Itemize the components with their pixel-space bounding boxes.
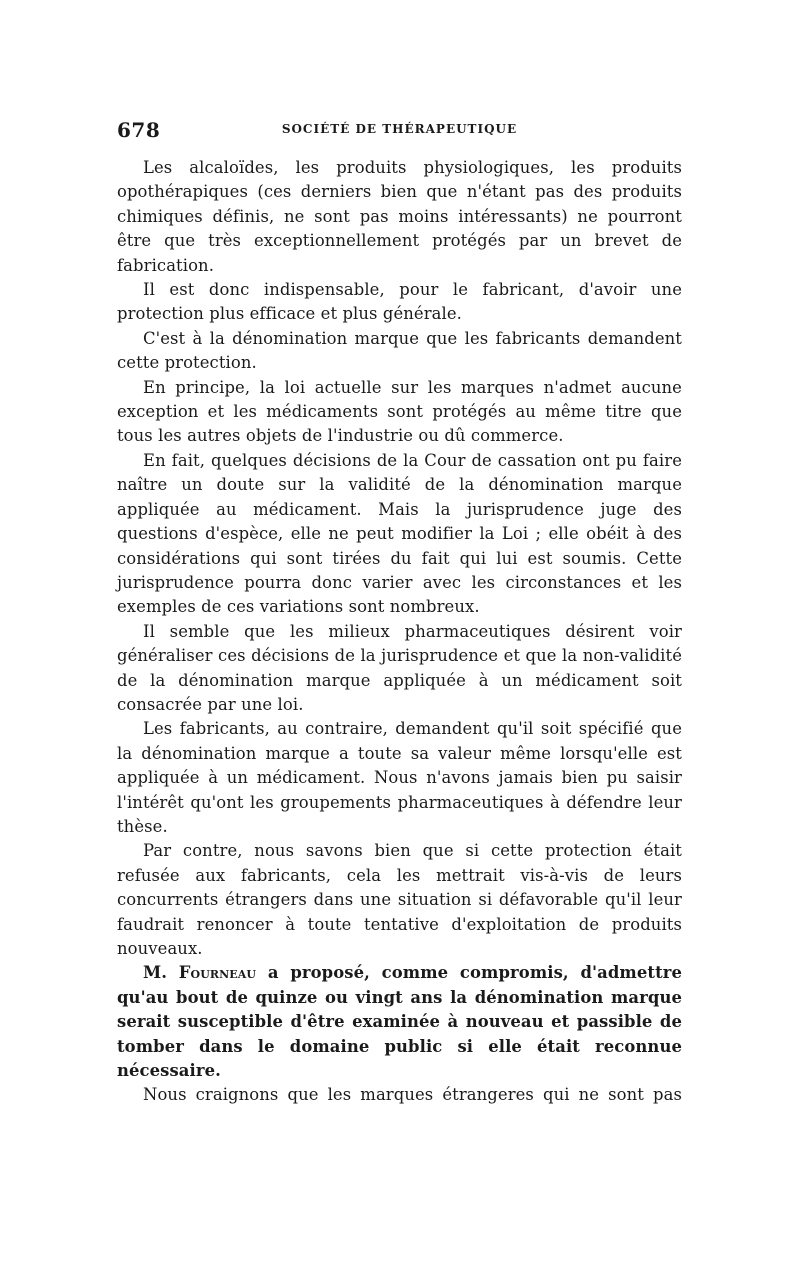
- paragraph-6: Il semble que les milieux pharmaceutiques désirent voir généraliser ces décisions de la jurisprudence et que la non-validité de la dénomination marque appliquée à un médicament soit consacrée par une loi.: [117, 621, 682, 714]
- page-number: 678: [117, 118, 161, 142]
- paragraph-7: Les fabricants, au contraire, demandent qu'il soit spécifié que la dénomination marque a toute sa valeur même lorsqu'elle est appliquée à un médicament. Nous n'avons jamais bien pu saisir l'intérêt qu'ont les groupements pharmaceutiques à défendre leur thèse.: [117, 719, 682, 836]
- paragraph-8: Par contre, nous savons bien que si cette protection était refusée aux fabricants, cela les mettrait vis-à-vis de leurs concurrents étrangers dans une situation si défavorable qu'il leur faudrait renoncer à toute tentative d'exploitation de produits nouveaux.: [117, 841, 682, 958]
- paragraph-5: En fait, quelques décisions de la Cour de cassation ont pu faire naître un doute sur la validité de la dénomination marque appliquée au médicament. Mais la jurisprudence juge des questions d'espèce, elle ne peut modifier la Loi ; elle obéit à des considérations qui sont tirées du fait qui lui est soumis. Cette jurisprudence pourra donc varier avec les circonstances et les exemples de ces variations sont nombreux.: [117, 450, 682, 617]
- proposal-paragraph: [117, 961, 682, 1083]
- closing-paragraph: Nous craignons que les marques étrangeres qui ne sont pas: [143, 1085, 682, 1105]
- page-header: [117, 112, 682, 142]
- paragraph-1: Les alcaloïdes, les produits physiologiques, les produits opothérapiques (ces derniers bien que n'étant pas des produits chimiques définis, ne sont pas moins intéressants) ne pourront être que très exceptionnellement protégés par un brevet de fabrication.: [117, 158, 682, 275]
- paragraph-3: C'est à la dénomination marque que les fabricants demandent cette protection.: [117, 328, 682, 373]
- book-page: [117, 112, 682, 1108]
- paragraph-2: Il est donc indispensable, pour le fabricant, d'avoir une protection plus efficace et plus générale.: [117, 280, 682, 324]
- speaker-name: M. Fourneau: [143, 963, 257, 983]
- proposal-text: a proposé, comme compromis, d'admettre qu'au bout de quinze ou vingt ans la dénomination marque serait susceptible d'être examinée à nouveau et passible de tomber dans le domaine public si elle était reconnue nécessaire.: [117, 963, 682, 1081]
- paragraph-4: En principe, la loi actuelle sur les marques n'admet aucune exception et les médicaments sont protégés au même titre que tous les autres objets de l'industrie ou dû commerce.: [117, 377, 682, 446]
- running-title: SOCIÉTÉ DE THÉRAPEUTIQUE: [281, 122, 518, 136]
